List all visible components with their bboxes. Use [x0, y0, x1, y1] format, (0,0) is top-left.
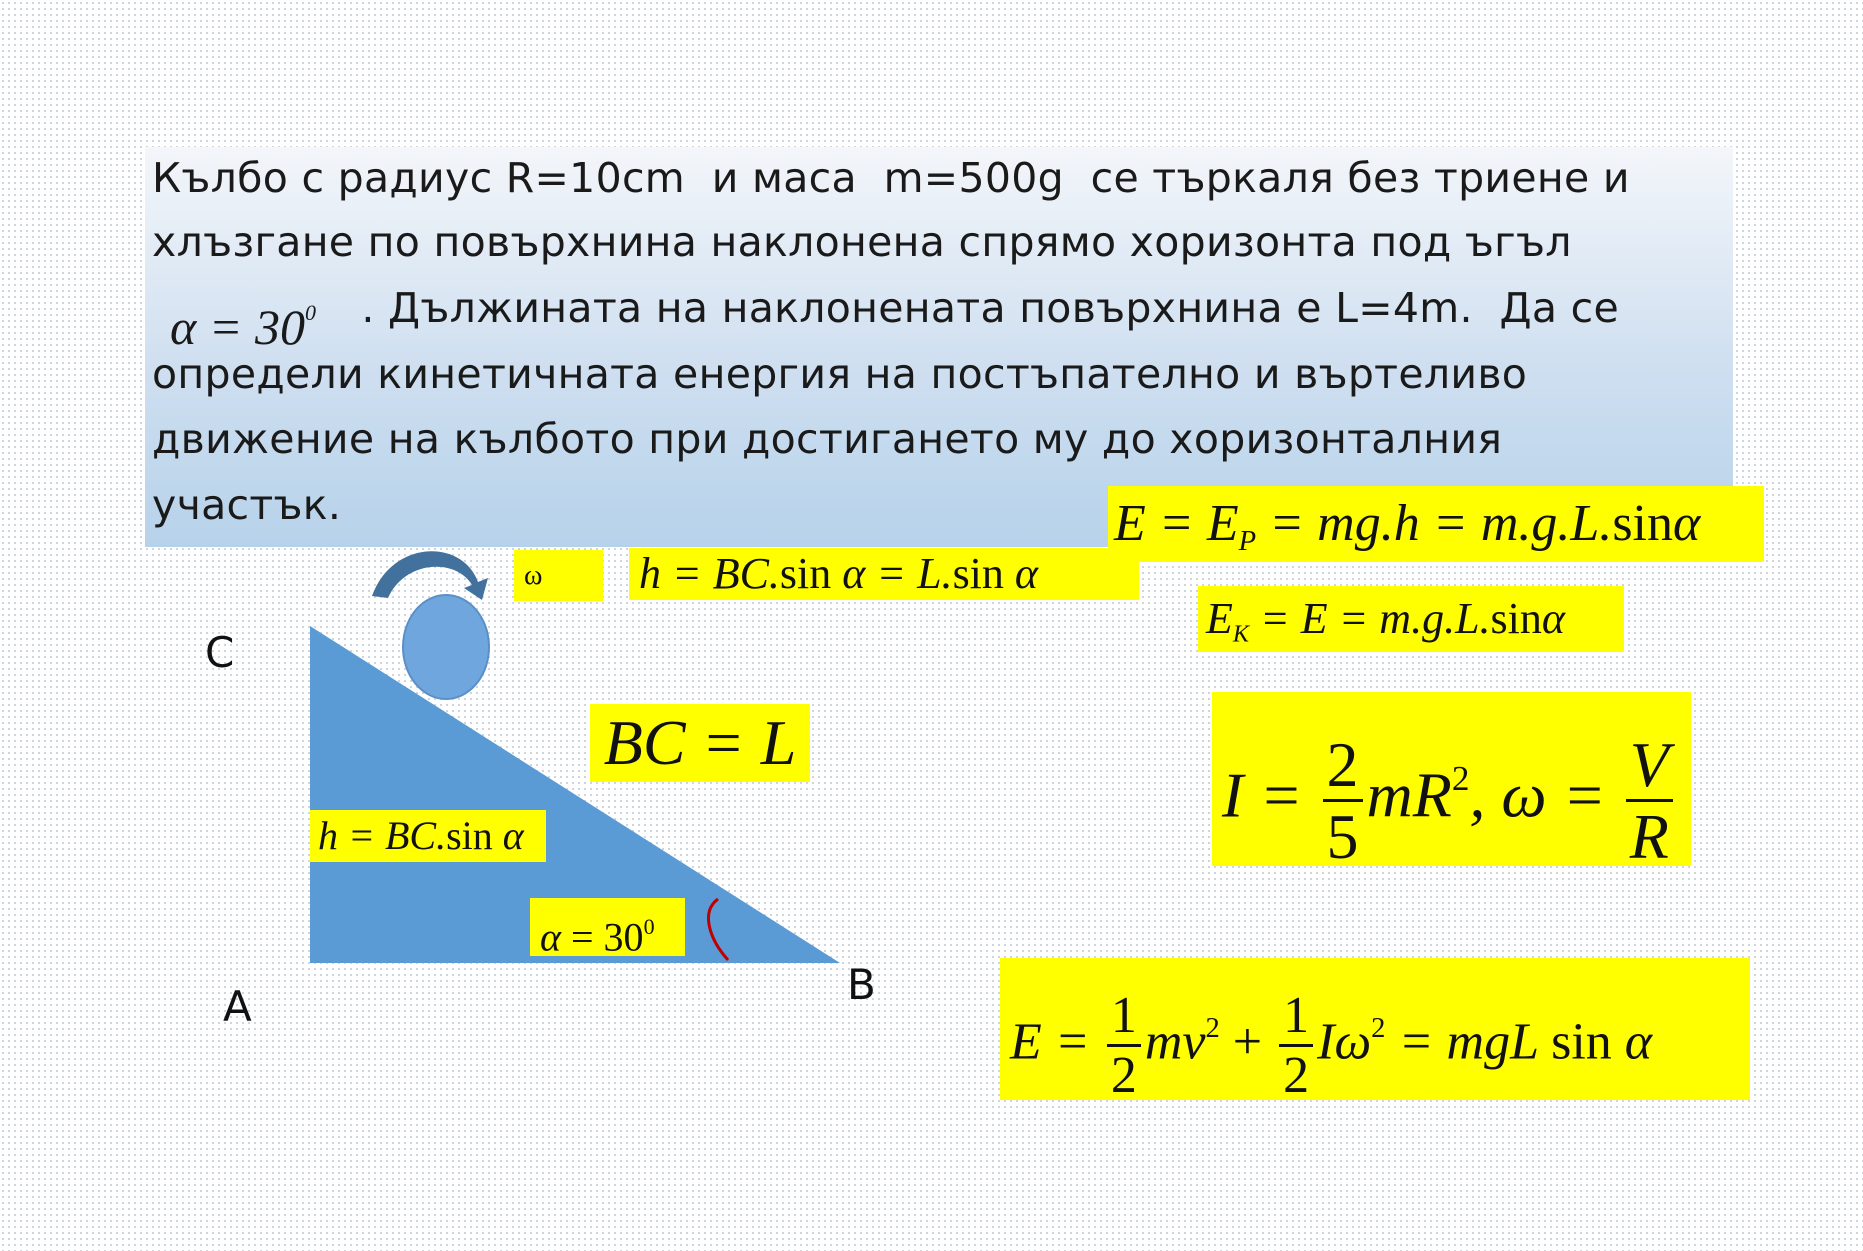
height-formula-top	[629, 548, 1139, 600]
sin-text: sin	[1612, 495, 1673, 552]
potential-energy-formula	[1108, 486, 1764, 562]
sin-text: sin	[446, 813, 493, 858]
kinetic-energy-formula	[1198, 586, 1624, 652]
kinetic-subscript: K	[1232, 620, 1250, 648]
exponent: 2	[1205, 1013, 1220, 1044]
h-rest: = BC.	[338, 813, 447, 858]
alpha-symbol: α	[1014, 549, 1039, 598]
energy-expression: = mg.h = m.g.L.	[1256, 495, 1613, 552]
comma: ,	[1469, 759, 1502, 831]
problem-line-4: определи кинетичната енергия на постъпателно и въртеливо	[152, 350, 1528, 398]
equals-sign: =	[1145, 495, 1207, 552]
h-l: = L.	[865, 549, 953, 598]
sin-text: sin	[1490, 594, 1542, 643]
rotation-arrow-icon	[372, 551, 488, 600]
bc-equals-l-formula	[590, 704, 810, 782]
exponent: 2	[1371, 1013, 1386, 1044]
energy-expression: = mgL	[1385, 1013, 1552, 1071]
height-formula-inner	[310, 810, 546, 862]
alpha-symbol: α	[492, 813, 524, 858]
alpha-symbol: α	[842, 549, 866, 598]
potential-subscript: P	[1238, 526, 1257, 557]
h-symbol: h	[639, 549, 661, 598]
vertex-label-c: C	[205, 628, 235, 677]
alpha-symbol: α	[1673, 495, 1701, 552]
plus-sign: +	[1219, 1013, 1276, 1071]
inertia-omega: Iω	[1317, 1013, 1372, 1071]
problem-line-6: участък.	[152, 481, 342, 529]
velocity-numerator: V	[1626, 731, 1673, 801]
alpha-symbol: α	[540, 914, 561, 960]
sin-text: sin	[1551, 1013, 1625, 1071]
ball	[403, 595, 489, 699]
fraction-denominator: 2	[1283, 1046, 1310, 1104]
energy-symbol: E	[1206, 495, 1239, 552]
mass-radius: mR	[1366, 759, 1452, 831]
h-symbol: h	[318, 813, 338, 858]
alpha-30-formula	[530, 898, 685, 960]
alpha-symbol: α	[1624, 1013, 1653, 1071]
alpha-exponent: 0	[643, 914, 655, 939]
radius-denominator: R	[1629, 800, 1669, 872]
total-energy-formula	[1000, 958, 1750, 1104]
fraction-denominator: 5	[1326, 800, 1359, 872]
problem-line-3: . Дължината на наклонената повърхнина е L=4m. Да се	[348, 284, 1619, 332]
energy-symbol: E	[1114, 495, 1146, 552]
alpha-value: = 30	[561, 914, 644, 960]
sin-text: sin	[779, 549, 843, 598]
fraction-denominator: 2	[1110, 1046, 1137, 1104]
omega-symbol: ω =	[1501, 759, 1622, 831]
vertex-label-a: A	[223, 982, 252, 1031]
alpha-symbol: α	[1541, 594, 1566, 643]
problem-line-5: движение на кълбото при достигането му до хоризонталния	[152, 415, 1503, 463]
alpha-inline-lhs: α = 30	[170, 299, 305, 355]
fraction-numerator: 1	[1279, 989, 1313, 1047]
sin-text: sin	[952, 549, 1015, 598]
inertia-symbol: I =	[1222, 759, 1319, 831]
exponent: 2	[1451, 759, 1470, 798]
energy-symbol: E	[1206, 594, 1233, 643]
problem-line-2: хлъзгане по повърхнина наклонена спрямо хоризонта под ъгъл	[152, 218, 1572, 266]
mass-velocity: mv	[1144, 1013, 1206, 1071]
energy-expression: = E = m.g.L.	[1249, 594, 1491, 643]
omega-box-label: ω	[524, 560, 543, 591]
bc-equals-l-text: BC = L	[603, 707, 797, 778]
h-bc: = BC.	[661, 549, 780, 598]
omega-box	[514, 550, 603, 601]
energy-symbol: E =	[1010, 1013, 1103, 1071]
fraction-numerator: 2	[1323, 731, 1363, 801]
fraction-numerator: 1	[1107, 989, 1141, 1047]
alpha-inline-exponent: 0	[305, 300, 316, 326]
problem-line-1: Кълбо с радиус R=10cm и маса m=500g се търкаля без триене и	[152, 154, 1630, 202]
vertex-label-b: B	[847, 960, 876, 1009]
inertia-omega-formula	[1212, 692, 1691, 872]
